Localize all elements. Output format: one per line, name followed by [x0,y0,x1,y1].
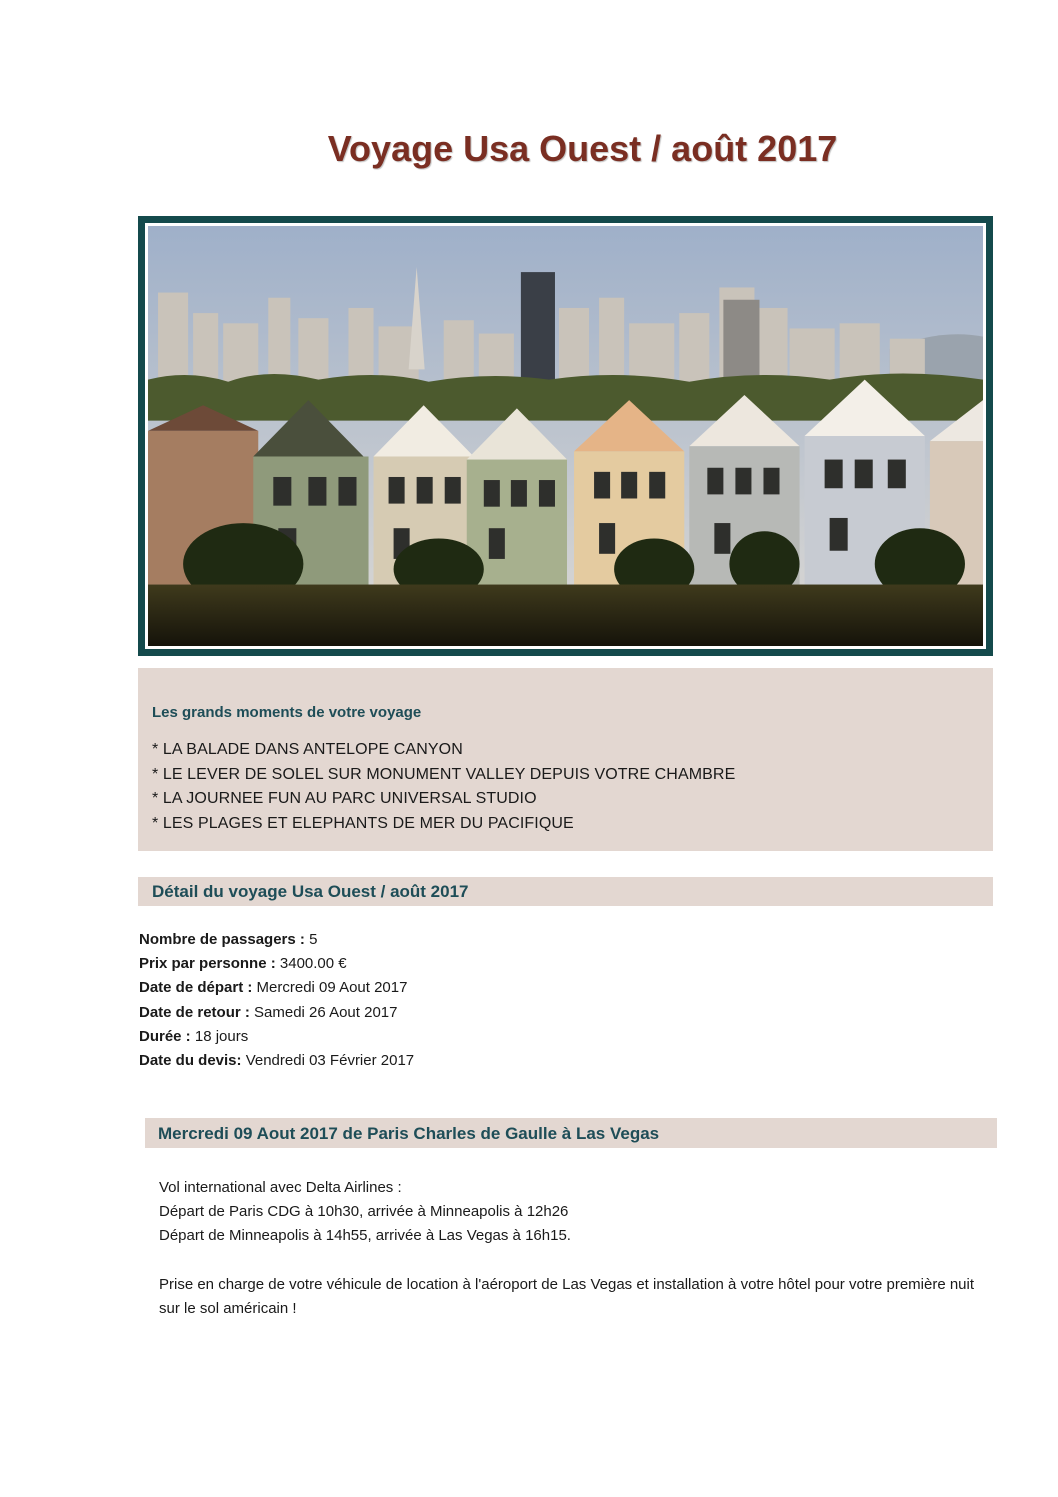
day1-line: Départ de Minneapolis à 14h55, arrivée à Las Vegas à 16h15. [159,1227,571,1245]
highlights-list [152,738,993,836]
day1-body [159,1176,989,1321]
detail-row-departure [139,976,414,1000]
day1-line: Départ de Paris CDG à 10h30, arrivée à Minneapolis à 12h26 [159,1203,569,1221]
detail-label: Durée : [139,1027,191,1045]
day1-line: Vol international avec Delta Airlines : [159,1179,402,1196]
detail-value: 3400.00 € [275,955,347,973]
detail-row-duration [139,1025,414,1049]
detail-value: Samedi 26 Aout 2017 [249,1003,398,1021]
detail-value: 5 [304,931,318,948]
hero-photo [138,216,993,656]
detail-row-price [139,952,414,976]
trip-details [139,928,414,1073]
highlights-heading: Les grands moments de votre voyage [152,704,422,721]
day1-paragraph: Prise en charge de votre véhicule de location à l'aéroport de Las Vegas et installation à votre hôtel pour votre première nuit sur le sol américain ! [159,1275,975,1317]
highlight-item: * LE LEVER DE SOLEL SUR MONUMENT VALLEY DEPUIS VOTRE CHAMBRE [152,765,736,783]
detail-value: 18 jours [190,1027,249,1045]
detail-row-return [139,1001,414,1025]
detail-label: Date de départ : [139,979,253,997]
detail-row-quote-date [139,1049,414,1073]
detail-value: Vendredi 03 Février 2017 [241,1052,415,1070]
detail-label: Prix par personne : [139,955,276,973]
detail-label: Nombre de passagers : [139,931,305,948]
page-title: Voyage Usa Ouest / août 2017 [327,128,838,169]
painted-ladies-illustration [148,226,983,646]
highlight-item: * LA BALADE DANS ANTELOPE CANYON [152,741,463,758]
detail-row-passengers [139,928,414,952]
hero-photo-image [145,223,986,649]
detail-label: Date du devis: [139,1052,242,1070]
highlight-item: * LES PLAGES ET ELEPHANTS DE MER DU PACIFIQUE [152,814,574,832]
detail-value: Mercredi 09 Aout 2017 [252,979,408,997]
highlight-item: * LA JOURNEE FUN AU PARC UNIVERSAL STUDIO [152,790,537,807]
day1-heading: Mercredi 09 Aout 2017 de Paris Charles de Gaulle à Las Vegas [145,1118,997,1148]
detail-label: Date de retour : [139,1003,250,1021]
detail-heading: Détail du voyage Usa Ouest / août 2017 [138,877,993,906]
highlights-box [138,668,993,851]
